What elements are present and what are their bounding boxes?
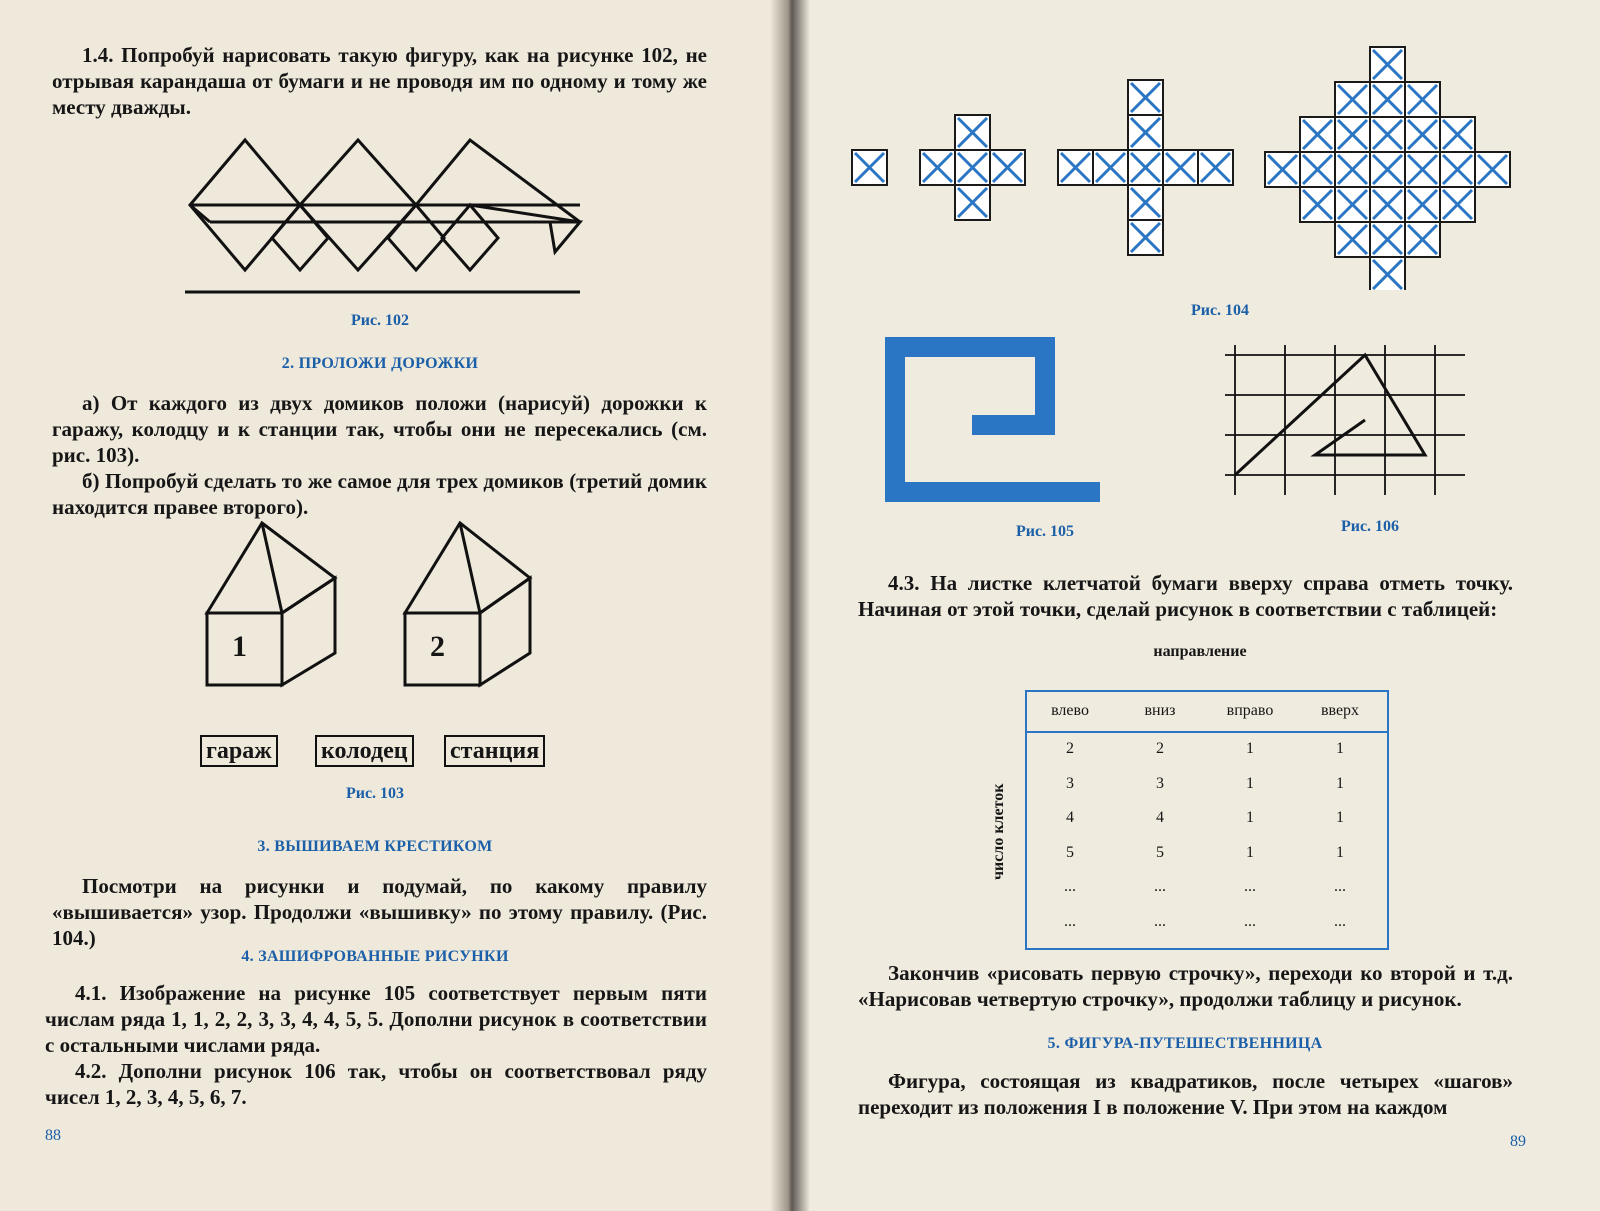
table-row bbox=[1025, 870, 1385, 905]
page-number-right: 89 bbox=[1510, 1133, 1526, 1150]
figure-105-spiral bbox=[880, 335, 1130, 510]
page-number-left: 88 bbox=[45, 1127, 61, 1144]
paragraph-3: Посмотри на рисунки и подумай, по какому правилу «вышивается» узор. Продолжи «вышивку» по этому правилу. (Рис. 104.) bbox=[52, 874, 707, 950]
table-cell: 1 bbox=[1246, 843, 1254, 861]
header-left: влево bbox=[1051, 702, 1089, 719]
table-cell: 5 bbox=[1066, 843, 1074, 861]
table-cell: 1 bbox=[1246, 740, 1254, 758]
paragraph-after-table: Закончив «рисовать первую строчку», переходи ко второй и т.д. «Нарисовав четвертую строчку», продолжи таблицу и рисунок. bbox=[858, 961, 1513, 1011]
table-cell: 4 bbox=[1156, 809, 1164, 827]
fig-105-caption: Рис. 105 bbox=[1015, 523, 1075, 540]
paragraph-2b: б) Попробуй сделать то же самое для трех домиков (третий домик находится правее второго). bbox=[52, 469, 707, 519]
table-cell: 1 bbox=[1336, 774, 1344, 792]
section-3-title: 3. ВЫШИВАЕМ КРЕСТИКОМ bbox=[257, 838, 493, 855]
paragraph-4-3: 4.3. На листке клетчатой бумаги вверху справа отметь точку. Начиная от этой точки, сделай рисунок в соответствии с таблицей: bbox=[858, 571, 1513, 621]
figure-103-houses bbox=[200, 518, 540, 693]
table-cell: ... bbox=[1334, 878, 1346, 896]
table-cell: ... bbox=[1154, 878, 1166, 896]
table-cell: ... bbox=[1244, 912, 1256, 930]
section-2-title: 2. ПРОЛОЖИ ДОРОЖКИ bbox=[281, 355, 479, 372]
paragraph-5: Фигура, состоящая из квадратиков, после четырех «шагов» переходит из положения I в положение V. При этом на каждом bbox=[858, 1069, 1513, 1119]
figure-106-grid bbox=[1225, 345, 1465, 495]
table-cell: ... bbox=[1334, 912, 1346, 930]
label-well: колодец bbox=[315, 735, 414, 767]
table-row bbox=[1025, 801, 1385, 836]
paragraph-2a: а) От каждого из двух домиков положи (нарисуй) дорожки к гаражу, колодцу и к станции так, чтобы они не пересекались (см. рис. 103). bbox=[52, 391, 707, 467]
header-down: вниз bbox=[1144, 702, 1176, 719]
figure-102 bbox=[180, 130, 590, 305]
fig-102-caption: Рис. 102 bbox=[350, 312, 410, 329]
header-right: вправо bbox=[1226, 702, 1274, 719]
table-header-row bbox=[1025, 690, 1385, 732]
table-cell: 1 bbox=[1246, 809, 1254, 827]
table-cell: ... bbox=[1154, 912, 1166, 930]
paragraph-4-1: 4.1. Изображение на рисунке 105 соответствует первым пяти числам ряда 1, 1, 2, 2, 3, 3, 4, 4, 5, 5. Дополни рисунок в соответствии с остальными числами ряда. bbox=[45, 981, 707, 1057]
table-cell: 3 bbox=[1156, 774, 1164, 792]
fig-104-caption: Рис. 104 bbox=[1190, 302, 1250, 319]
header-up: вверх bbox=[1320, 702, 1360, 719]
fig-103-caption: Рис. 103 bbox=[345, 785, 405, 802]
table-row bbox=[1025, 905, 1385, 940]
table-cell: 1 bbox=[1336, 740, 1344, 758]
table-row-label: число клеток bbox=[990, 783, 1007, 880]
house-1-number: 1 bbox=[232, 630, 247, 663]
table-row bbox=[1025, 732, 1385, 767]
book-spine bbox=[770, 0, 810, 1211]
table-title: направление bbox=[1153, 643, 1247, 660]
table-cell: 1 bbox=[1336, 809, 1344, 827]
paragraph-1-4: 1.4. Попробуй нарисовать такую фигуру, как на рисунке 102, не отрывая карандаша от бумаги и не проводя им по одному и тому же месту дважды. bbox=[52, 43, 707, 119]
table-row bbox=[1025, 836, 1385, 871]
direction-table bbox=[1025, 690, 1385, 939]
table-cell: ... bbox=[1064, 912, 1076, 930]
table-cell: 2 bbox=[1066, 740, 1074, 758]
label-garage: гараж bbox=[200, 735, 278, 767]
section-5-title: 5. ФИГУРА-ПУТЕШЕСТВЕННИЦА bbox=[1047, 1035, 1323, 1052]
table-cell: ... bbox=[1244, 878, 1256, 896]
table-cell: 5 bbox=[1156, 843, 1164, 861]
label-station: станция bbox=[444, 735, 545, 767]
fig-106-caption: Рис. 106 bbox=[1340, 518, 1400, 535]
table-cell: ... bbox=[1064, 878, 1076, 896]
figure-104-cross-stitch bbox=[850, 45, 1540, 290]
section-4-title: 4. ЗАШИФРОВАННЫЕ РИСУНКИ bbox=[241, 948, 509, 965]
table-cell: 1 bbox=[1336, 843, 1344, 861]
house-2-number: 2 bbox=[430, 630, 445, 663]
table-cell: 2 bbox=[1156, 740, 1164, 758]
paragraph-4-2: 4.2. Дополни рисунок 106 так, чтобы он соответствовал ряду чисел 1, 2, 3, 4, 5, 6, 7. bbox=[45, 1059, 707, 1109]
table-row bbox=[1025, 767, 1385, 802]
table-cell: 4 bbox=[1066, 809, 1074, 827]
table-cell: 3 bbox=[1066, 774, 1074, 792]
table-cell: 1 bbox=[1246, 774, 1254, 792]
